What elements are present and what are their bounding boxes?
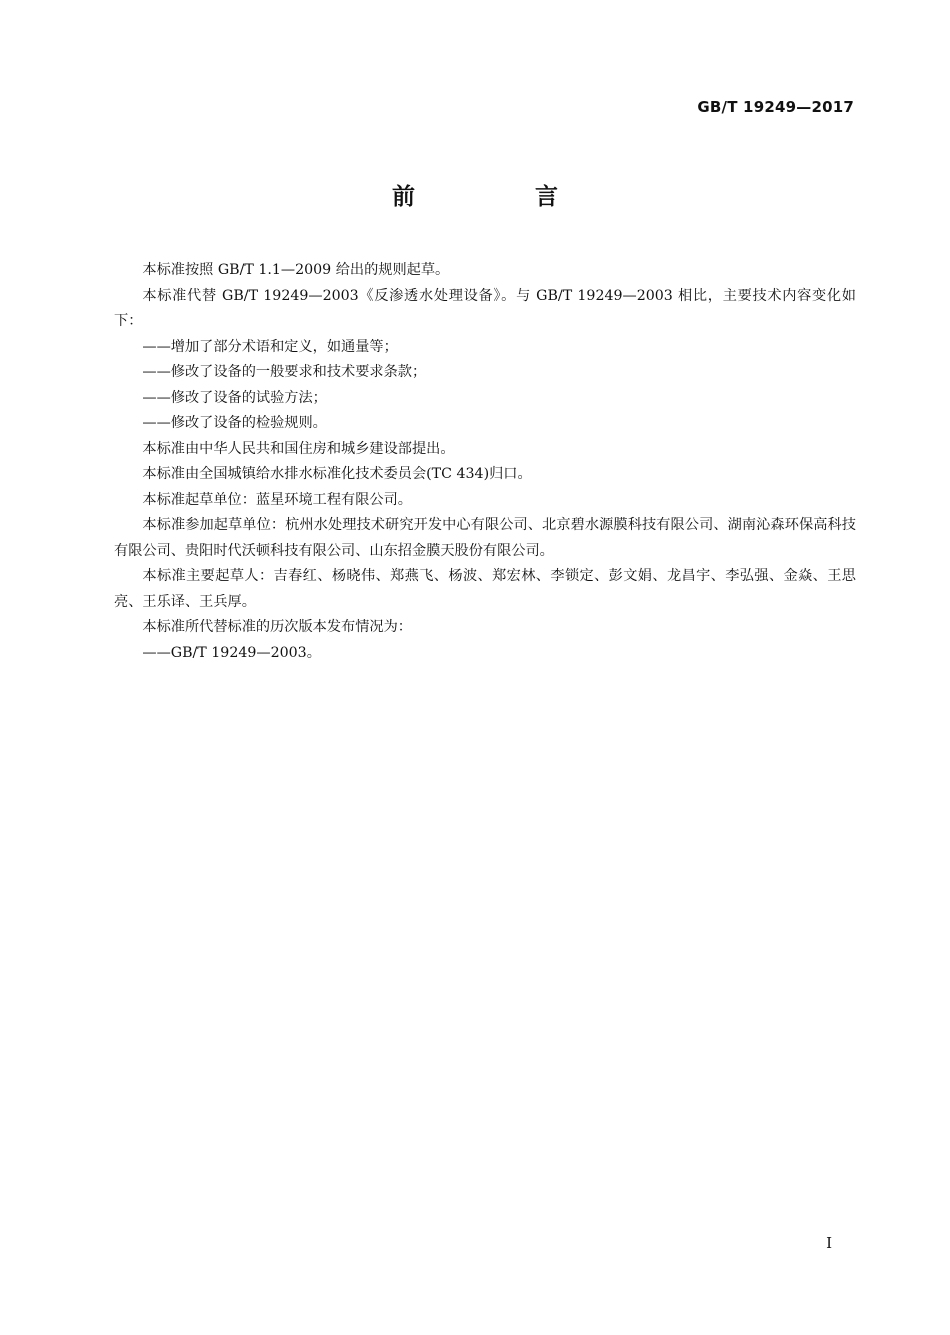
list-item-terms: ——增加了部分术语和定义，如通量等；	[142, 338, 398, 355]
list-item-test-methods: ——修改了设备的试验方法；	[142, 389, 327, 406]
paragraph-history: 本标准所代替标准的历次版本发布情况为：	[142, 619, 412, 635]
paragraph-main-drafters: 本标准主要起草人：吉春红、杨晓伟、郑燕飞、杨波、郑宏林、李锁定、彭文娟、龙昌宇、李弘强、金焱、王思亮、王乐译、王兵厚。	[114, 568, 856, 610]
foreword-body	[114, 258, 856, 666]
list-item-inspection-rules: ——修改了设备的检验规则。	[142, 415, 327, 431]
paragraph-centralized-by: 本标准由全国城镇给水排水标准化技术委员会(TC 434)归口。	[142, 466, 532, 482]
page-title: 前 言	[391, 184, 614, 210]
standard-code: GB/T 19249—2017	[697, 98, 854, 116]
paragraph-drafting-rules: 本标准按照 GB/T 1.1—2009 给出的规则起草。	[142, 262, 450, 278]
list-item-requirements: ——修改了设备的一般要求和技术要求条款；	[142, 364, 427, 380]
paragraph-replacement: 本标准代替 GB/T 19249—2003《反渗透水处理设备》。与 GB/T 19249—2003 相比，主要技术内容变化如下：	[114, 287, 856, 329]
list-item-previous-version: ——GB/T 19249—2003。	[142, 644, 321, 661]
paragraph-proposed-by: 本标准由中华人民共和国住房和城乡建设部提出。	[142, 440, 455, 457]
paragraph-drafting-unit: 本标准起草单位：蓝星环境工程有限公司。	[142, 491, 412, 508]
page-number: I	[826, 1234, 832, 1252]
paragraph-participating-units: 本标准参加起草单位：杭州水处理技术研究开发中心有限公司、北京碧水源膜科技有限公司、湖南沁森环保高科技有限公司、贵阳时代沃顿科技有限公司、山东招金膜天股份有限公司。	[114, 517, 856, 559]
